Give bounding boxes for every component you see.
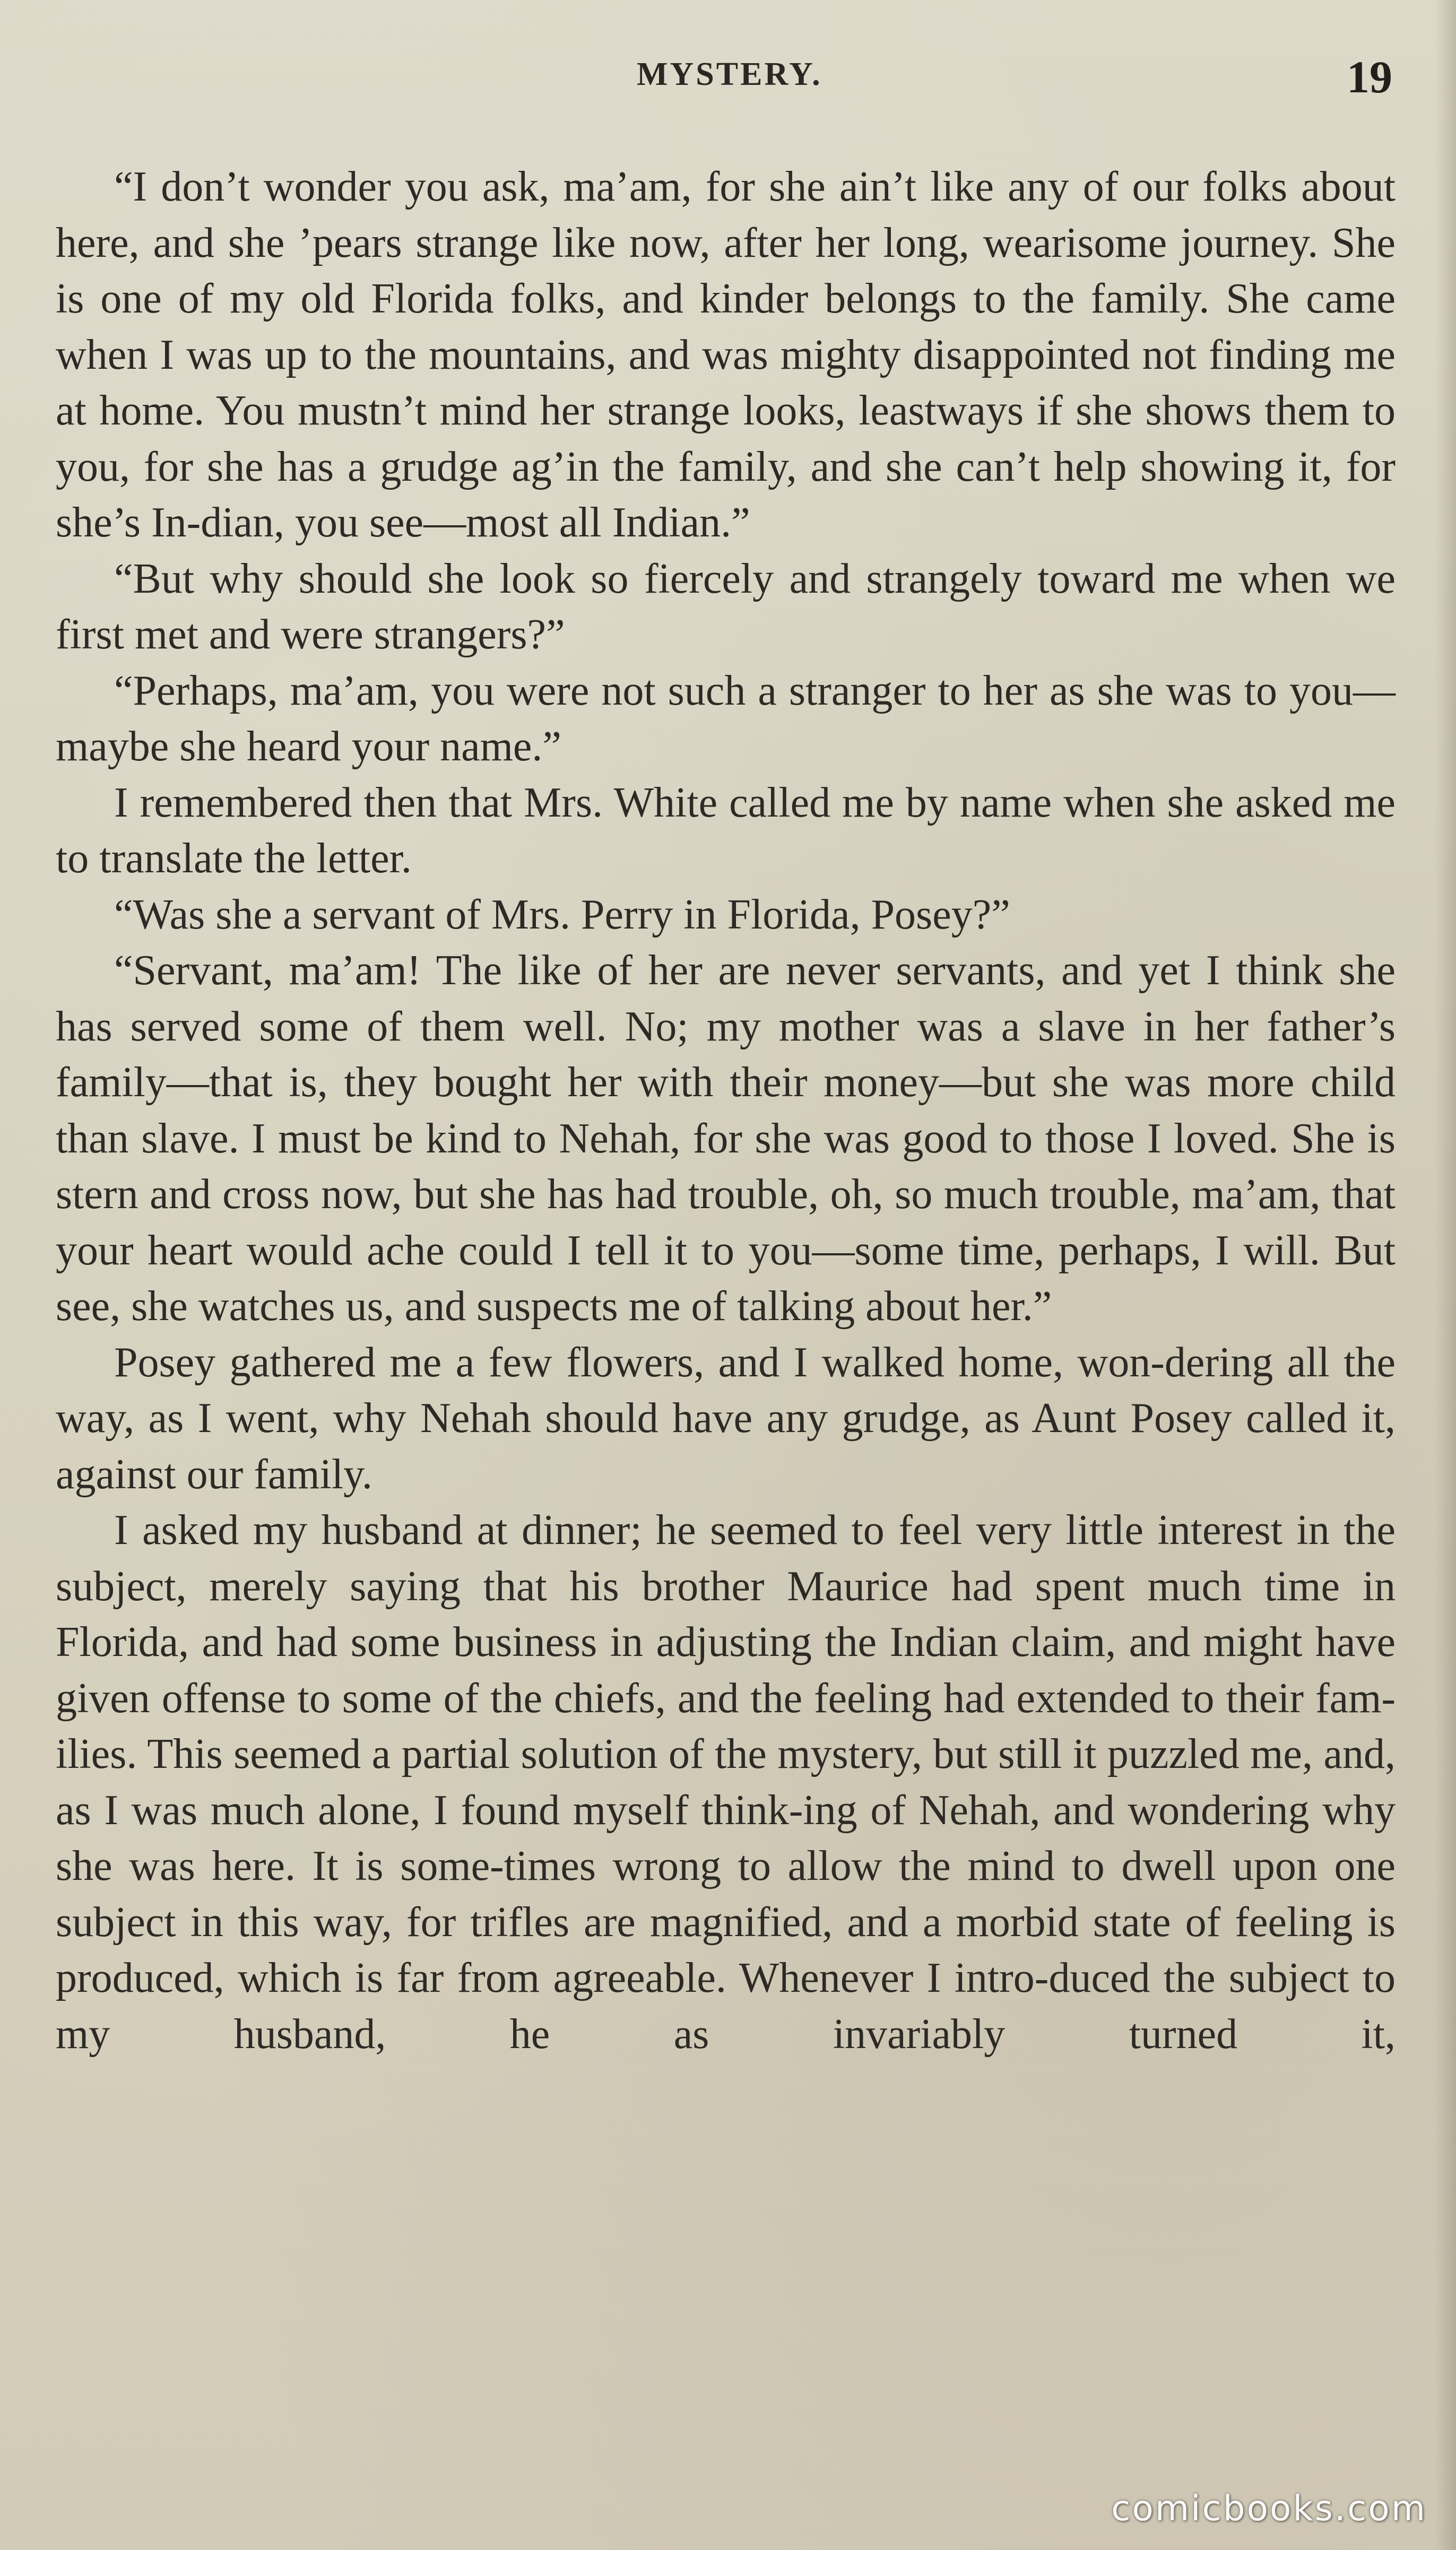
paragraph-posey-flowers: Posey gathered me a few flowers, and I walked home, won-dering all the way, as I went, why Nehah should have any grudge, as Aunt Posey called it, against our family. (56, 1339, 1396, 1498)
paragraph-perhaps-stranger: “Perhaps, ma’am, you were not such a stranger to her as she was to you—maybe she heard your name.” (56, 667, 1396, 770)
page-edge-shadow (1435, 0, 1456, 2550)
paragraph-nehah-explanation: “I don’t wonder you ask, ma’am, for she ain’t like any of our folks about here, and she ’pears strange like now, after her long, wearisome journey. She is one of my old Florida folks, and kinder belongs to the family. She came when I was up to the mountains, and was mighty disappointed not finding me at home. You mustn’t mind her strange looks, leastways if she shows them to you, for she has a grudge ag’in the family, and she can’t help showing it, for she’s In-dian, you see—most all Indian.” (56, 163, 1396, 546)
paragraph-remembered-name: I remembered then that Mrs. White called me by name when she asked me to translate the letter. (56, 779, 1396, 882)
paragraph-servant-question: “Was she a servant of Mrs. Perry in Florida, Posey?” (114, 891, 1010, 938)
page-number: 19 (1347, 51, 1392, 102)
watermark: comicbooks.com (1111, 2488, 1427, 2529)
paragraph-husband-dinner: I asked my husband at dinner; he seemed to feel very little interest in the subject, merely saying that his brother Maurice had spent much time in Florida, and had some business in adjusting the Indian claim, and might have given offense to some of the chiefs, and the feeling had extended to their fam-ilies. This seemed a partial solution of the mystery, but still it puzzled me, and, as I was much alone, I found myself think-ing of Nehah, and wondering why she was here. It is some-times wrong to allow the mind to dwell upon one subject in this way, for trifles are magnified, and a morbid state of feeling is produced, which is far from agreeable. Whenever I intro-duced the subject to my husband, he as invariably turned it, (56, 1507, 1396, 2058)
running-head (0, 51, 1456, 119)
paragraph-servant-answer: “Servant, ma’am! The like of her are never servants, and yet I think she has served some of them well. No; my mother was a slave in her father’s family—that is, they bought her with their money—but she was more child than slave. I must be kind to Nehah, for she was good to those I loved. She is stern and cross now, but she has had trouble, oh, so much trouble, ma’am, that your heart would ache could I tell it to you—some time, perhaps, I will. But see, she watches us, and suspects me of talking about her.” (56, 947, 1396, 1330)
running-title: MYSTERY. (637, 56, 822, 92)
paragraph-question-fiercely: “But why should she look so fiercely and strangely toward me when we first met and were strangers?” (56, 555, 1396, 658)
body-text (56, 159, 1396, 2062)
